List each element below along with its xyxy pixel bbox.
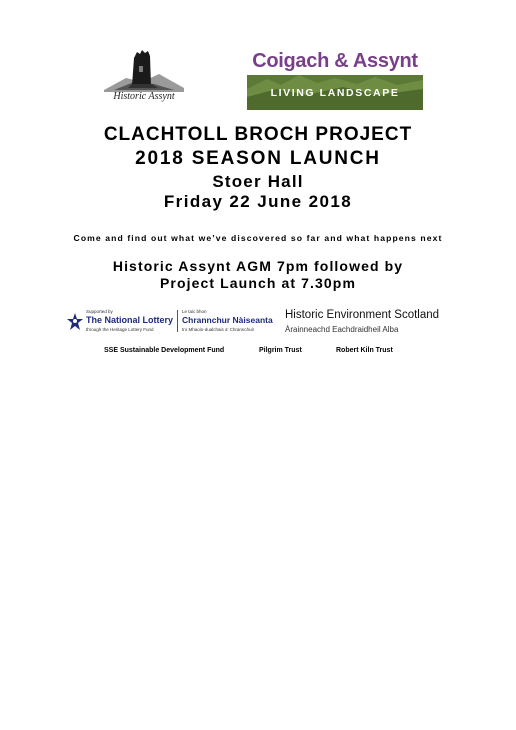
sponsor-pilgrim-trust: Pilgrim Trust: [259, 347, 302, 354]
living-landscape-band: [247, 75, 423, 110]
event-date: Friday 22 June 2018: [163, 192, 353, 211]
venue: Stoer Hall: [212, 172, 304, 191]
hes-gaelic-name: Àrainneachd Eachdraidheil Alba: [285, 325, 399, 334]
tagline: Come and find out what we’ve discovered so far and what happens next: [73, 233, 443, 243]
living-landscape-label: LIVING LANDSCAPE: [270, 87, 400, 99]
coigach-assynt-logo: [247, 50, 423, 110]
nl-gaelic-name: Chrannchur Nàiseanta: [182, 315, 273, 325]
national-lottery-logo: [66, 307, 276, 337]
nl-gaelic-through: tro Mhaoin-dualchais a' Chrannchuir: [182, 327, 255, 332]
agm-line-2: Project Launch at 7.30pm: [159, 275, 356, 291]
crossed-fingers-icon: [66, 311, 84, 333]
nl-gaelic-small: Le taic bhon: [182, 309, 207, 314]
nl-name: The National Lottery: [86, 315, 174, 325]
agm-line-1: Historic Assynt AGM 7pm followed by: [112, 258, 404, 274]
broch-tower-icon: [104, 48, 184, 92]
divider: [177, 310, 178, 332]
nl-supported-by: Supported by: [86, 309, 113, 314]
season-launch-title: 2018 SEASON LAUNCH: [135, 148, 381, 169]
nl-through: through the Heritage Lottery Fund: [86, 327, 154, 332]
sponsor-sse: SSE Sustainable Development Fund: [104, 347, 225, 354]
coigach-assynt-title: Coigach & Assynt: [252, 50, 418, 72]
project-title: CLACHTOLL BROCH PROJECT: [103, 124, 413, 145]
hes-logo: [285, 309, 485, 337]
historic-assynt-wordmark: Historic Assynt: [113, 91, 175, 102]
hes-name: Historic Environment Scotland: [285, 309, 440, 321]
historic-assynt-logo: [98, 48, 190, 110]
sponsor-robert-kiln-trust: Robert Kiln Trust: [336, 347, 393, 354]
